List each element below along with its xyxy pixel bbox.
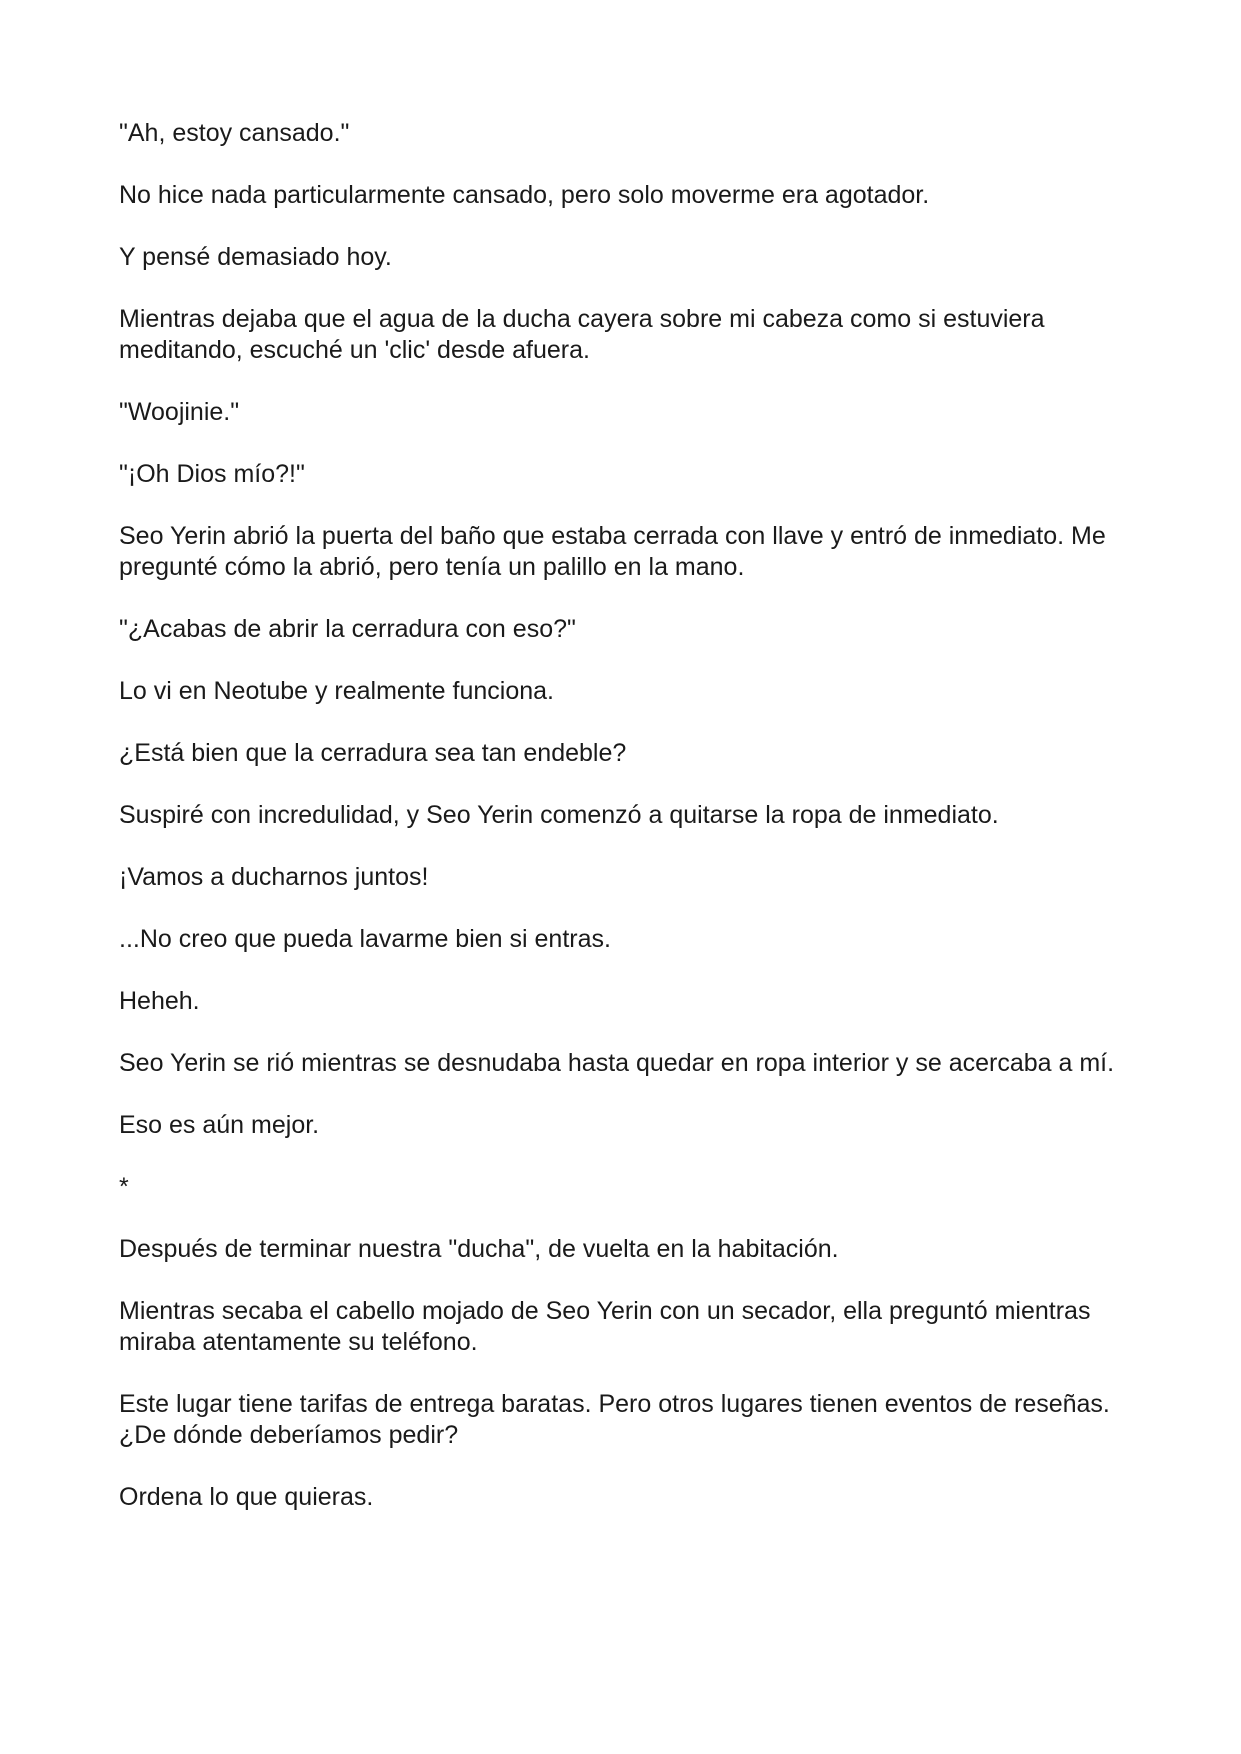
paragraph: "Woojinie." — [119, 398, 240, 426]
paragraph: "¿Acabas de abrir la cerradura con eso?" — [119, 615, 576, 643]
paragraph: Mientras dejaba que el agua de la ducha cayera sobre mi cabeza como si estuviera meditando, escuché un 'clic' desde afuera. — [119, 305, 1045, 364]
paragraph: Lo vi en Neotube y realmente funciona. — [119, 677, 554, 705]
paragraph: Después de terminar nuestra "ducha", de vuelta en la habitación. — [119, 1235, 839, 1263]
paragraph: Y pensé demasiado hoy. — [119, 243, 392, 271]
paragraph: "Ah, estoy cansado." — [119, 119, 350, 147]
document-body — [119, 118, 1129, 1544]
paragraph: "¡Oh Dios mío?!" — [119, 460, 305, 488]
paragraph: Seo Yerin abrió la puerta del baño que estaba cerrada con llave y entró de inmediato. Me pregunté cómo la abrió, pero tenía un palillo en la mano. — [119, 522, 1106, 581]
paragraph: Eso es aún mejor. — [119, 1111, 320, 1139]
paragraph: Seo Yerin se rió mientras se desnudaba hasta quedar en ropa interior y se acercaba a mí. — [119, 1049, 1115, 1077]
paragraph: ...No creo que pueda lavarme bien si entras. — [119, 925, 611, 953]
scene-break: * — [119, 1173, 129, 1201]
paragraph: Heheh. — [119, 987, 200, 1015]
paragraph: ¡Vamos a ducharnos juntos! — [119, 863, 429, 891]
paragraph: ¿Está bien que la cerradura sea tan endeble? — [119, 739, 627, 767]
paragraph: Ordena lo que quieras. — [119, 1483, 374, 1511]
paragraph: Este lugar tiene tarifas de entrega baratas. Pero otros lugares tienen eventos de reseñas. ¿De dónde deberíamos pedir? — [119, 1390, 1110, 1449]
paragraph: No hice nada particularmente cansado, pero solo moverme era agotador. — [119, 181, 930, 209]
paragraph: Mientras secaba el cabello mojado de Seo Yerin con un secador, ella preguntó mientras miraba atentamente su teléfono. — [119, 1297, 1091, 1356]
paragraph: Suspiré con incredulidad, y Seo Yerin comenzó a quitarse la ropa de inmediato. — [119, 801, 999, 829]
